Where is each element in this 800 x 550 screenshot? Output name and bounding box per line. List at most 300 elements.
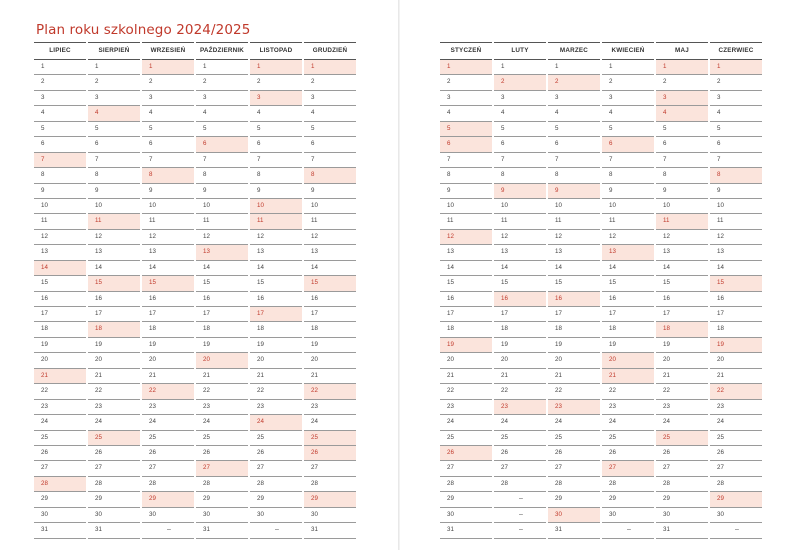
day-cell: 19 bbox=[304, 338, 356, 353]
day-cell: 11 bbox=[548, 214, 600, 229]
day-cell: 17 bbox=[710, 307, 762, 322]
day-cell: 8 bbox=[34, 168, 86, 183]
month-header: STYCZEŃ bbox=[440, 42, 492, 60]
missing-day-dash: – bbox=[519, 495, 523, 503]
day-cell-empty bbox=[142, 523, 194, 538]
day-cell: 2 bbox=[34, 75, 86, 90]
day-cell: 20 bbox=[710, 353, 762, 368]
day-cell: 8 bbox=[250, 168, 302, 183]
day-cell-highlighted: 15 bbox=[142, 276, 194, 291]
day-cell: 17 bbox=[304, 307, 356, 322]
day-cell: 31 bbox=[34, 523, 86, 538]
day-cell-highlighted: 11 bbox=[250, 214, 302, 229]
month-column bbox=[494, 42, 546, 539]
day-cell-highlighted: 28 bbox=[34, 477, 86, 492]
day-cell-highlighted: 18 bbox=[656, 322, 708, 337]
day-cell: 8 bbox=[88, 168, 140, 183]
day-cell-highlighted: 16 bbox=[548, 292, 600, 307]
day-cell: 27 bbox=[494, 461, 546, 476]
day-cell: 15 bbox=[656, 276, 708, 291]
month-header: KWIECIEŃ bbox=[602, 42, 654, 60]
day-cell: 24 bbox=[602, 415, 654, 430]
day-cell: 22 bbox=[602, 384, 654, 399]
day-cell: 15 bbox=[494, 276, 546, 291]
day-cell-highlighted: 8 bbox=[304, 168, 356, 183]
day-cell: 21 bbox=[88, 369, 140, 384]
day-cell: 23 bbox=[710, 400, 762, 415]
day-cell: 12 bbox=[602, 230, 654, 245]
day-cell: 10 bbox=[602, 199, 654, 214]
day-cell: 23 bbox=[142, 400, 194, 415]
day-cell: 24 bbox=[656, 415, 708, 430]
day-cell: 7 bbox=[494, 153, 546, 168]
day-cell: 17 bbox=[142, 307, 194, 322]
day-cell: 12 bbox=[250, 230, 302, 245]
month-column bbox=[34, 42, 86, 539]
day-cell: 26 bbox=[142, 446, 194, 461]
day-cell: 10 bbox=[440, 199, 492, 214]
month-column bbox=[710, 42, 762, 539]
day-cell: 11 bbox=[196, 214, 248, 229]
day-cell: 14 bbox=[142, 261, 194, 276]
day-cell: 15 bbox=[602, 276, 654, 291]
day-cell: 16 bbox=[602, 292, 654, 307]
day-cell: 26 bbox=[602, 446, 654, 461]
day-cell-highlighted: 15 bbox=[710, 276, 762, 291]
day-cell-highlighted: 10 bbox=[250, 199, 302, 214]
day-cell: 16 bbox=[196, 292, 248, 307]
day-cell-empty bbox=[494, 508, 546, 523]
day-cell: 4 bbox=[602, 106, 654, 121]
day-cell-highlighted: 13 bbox=[602, 245, 654, 260]
day-cell: 28 bbox=[88, 477, 140, 492]
day-cell: 29 bbox=[88, 492, 140, 507]
day-cell-highlighted: 21 bbox=[34, 369, 86, 384]
day-cell: 14 bbox=[494, 261, 546, 276]
day-cell: 21 bbox=[548, 369, 600, 384]
missing-day-dash: – bbox=[735, 526, 739, 534]
day-cell: 14 bbox=[250, 261, 302, 276]
day-cell: 24 bbox=[548, 415, 600, 430]
day-cell-highlighted: 6 bbox=[196, 137, 248, 152]
day-cell-highlighted: 19 bbox=[440, 338, 492, 353]
day-cell: 30 bbox=[656, 508, 708, 523]
day-cell-highlighted: 11 bbox=[88, 214, 140, 229]
day-cell: 30 bbox=[88, 508, 140, 523]
day-cell-highlighted: 3 bbox=[250, 91, 302, 106]
day-cell: 9 bbox=[710, 184, 762, 199]
day-cell: 17 bbox=[34, 307, 86, 322]
day-cell: 17 bbox=[494, 307, 546, 322]
day-cell: 7 bbox=[250, 153, 302, 168]
day-cell-highlighted: 14 bbox=[34, 261, 86, 276]
day-cell: 27 bbox=[440, 461, 492, 476]
day-cell: 4 bbox=[34, 106, 86, 121]
day-cell: 22 bbox=[88, 384, 140, 399]
day-cell: 23 bbox=[196, 400, 248, 415]
day-cell: 20 bbox=[250, 353, 302, 368]
day-cell-empty bbox=[494, 523, 546, 538]
month-column bbox=[142, 42, 194, 539]
calendar-grid-left bbox=[34, 42, 356, 539]
day-cell-highlighted: 12 bbox=[440, 230, 492, 245]
day-cell: 4 bbox=[440, 106, 492, 121]
day-cell: 7 bbox=[602, 153, 654, 168]
month-header: MAJ bbox=[656, 42, 708, 60]
day-cell: 17 bbox=[602, 307, 654, 322]
day-cell: 13 bbox=[440, 245, 492, 260]
day-cell: 5 bbox=[250, 122, 302, 137]
day-cell: 14 bbox=[656, 261, 708, 276]
day-cell: 14 bbox=[304, 261, 356, 276]
day-cell: 1 bbox=[34, 60, 86, 75]
day-cell: 18 bbox=[196, 322, 248, 337]
day-cell-highlighted: 26 bbox=[304, 446, 356, 461]
day-cell: 4 bbox=[710, 106, 762, 121]
day-cell: 28 bbox=[494, 477, 546, 492]
day-cell: 5 bbox=[304, 122, 356, 137]
day-cell-highlighted: 15 bbox=[88, 276, 140, 291]
day-cell: 26 bbox=[196, 446, 248, 461]
day-cell: 11 bbox=[142, 214, 194, 229]
day-cell-highlighted: 25 bbox=[304, 431, 356, 446]
day-cell: 24 bbox=[304, 415, 356, 430]
day-cell: 21 bbox=[656, 369, 708, 384]
day-cell: 10 bbox=[142, 199, 194, 214]
day-cell: 24 bbox=[34, 415, 86, 430]
day-cell-highlighted: 5 bbox=[440, 122, 492, 137]
day-cell: 19 bbox=[602, 338, 654, 353]
day-cell: 2 bbox=[304, 75, 356, 90]
day-cell: 11 bbox=[440, 214, 492, 229]
day-cell: 15 bbox=[440, 276, 492, 291]
day-cell: 23 bbox=[304, 400, 356, 415]
day-cell: 20 bbox=[440, 353, 492, 368]
day-cell: 9 bbox=[304, 184, 356, 199]
day-cell: 3 bbox=[602, 91, 654, 106]
day-cell-highlighted: 19 bbox=[710, 338, 762, 353]
day-cell: 10 bbox=[548, 199, 600, 214]
day-cell: 12 bbox=[88, 230, 140, 245]
day-cell: 7 bbox=[548, 153, 600, 168]
day-cell-highlighted: 1 bbox=[250, 60, 302, 75]
day-cell: 28 bbox=[142, 477, 194, 492]
day-cell: 16 bbox=[88, 292, 140, 307]
month-column bbox=[88, 42, 140, 539]
day-cell: 2 bbox=[602, 75, 654, 90]
day-cell: 10 bbox=[656, 199, 708, 214]
day-cell: 10 bbox=[88, 199, 140, 214]
day-cell: 6 bbox=[548, 137, 600, 152]
day-cell: 18 bbox=[142, 322, 194, 337]
day-cell: 5 bbox=[142, 122, 194, 137]
month-header: GRUDZIEŃ bbox=[304, 42, 356, 60]
day-cell: 30 bbox=[142, 508, 194, 523]
day-cell: 19 bbox=[142, 338, 194, 353]
day-cell: 25 bbox=[250, 431, 302, 446]
day-cell: 28 bbox=[656, 477, 708, 492]
day-cell: 28 bbox=[602, 477, 654, 492]
day-cell: 30 bbox=[440, 508, 492, 523]
day-cell: 14 bbox=[548, 261, 600, 276]
day-cell: 9 bbox=[602, 184, 654, 199]
day-cell: 12 bbox=[494, 230, 546, 245]
day-cell: 3 bbox=[710, 91, 762, 106]
day-cell: 13 bbox=[304, 245, 356, 260]
day-cell: 16 bbox=[142, 292, 194, 307]
day-cell: 11 bbox=[710, 214, 762, 229]
month-column bbox=[304, 42, 356, 539]
day-cell-highlighted: 21 bbox=[602, 369, 654, 384]
day-cell-highlighted: 29 bbox=[142, 492, 194, 507]
day-cell: 20 bbox=[34, 353, 86, 368]
day-cell: 20 bbox=[142, 353, 194, 368]
day-cell: 12 bbox=[548, 230, 600, 245]
day-cell: 13 bbox=[34, 245, 86, 260]
day-cell: 29 bbox=[548, 492, 600, 507]
day-cell: 20 bbox=[494, 353, 546, 368]
day-cell: 26 bbox=[710, 446, 762, 461]
day-cell: 26 bbox=[34, 446, 86, 461]
day-cell-highlighted: 1 bbox=[142, 60, 194, 75]
day-cell-highlighted: 4 bbox=[88, 106, 140, 121]
day-cell-highlighted: 4 bbox=[656, 106, 708, 121]
day-cell-highlighted: 11 bbox=[656, 214, 708, 229]
day-cell: 8 bbox=[440, 168, 492, 183]
day-cell: 27 bbox=[250, 461, 302, 476]
day-cell: 9 bbox=[250, 184, 302, 199]
day-cell: 17 bbox=[548, 307, 600, 322]
day-cell-highlighted: 1 bbox=[440, 60, 492, 75]
day-cell: 29 bbox=[440, 492, 492, 507]
day-cell: 13 bbox=[710, 245, 762, 260]
day-cell-highlighted: 20 bbox=[196, 353, 248, 368]
day-cell: 15 bbox=[196, 276, 248, 291]
day-cell: 7 bbox=[710, 153, 762, 168]
day-cell: 21 bbox=[304, 369, 356, 384]
day-cell: 26 bbox=[250, 446, 302, 461]
day-cell: 30 bbox=[710, 508, 762, 523]
month-column bbox=[250, 42, 302, 539]
day-cell: 17 bbox=[196, 307, 248, 322]
day-cell-empty bbox=[250, 523, 302, 538]
day-cell: 13 bbox=[494, 245, 546, 260]
day-cell: 21 bbox=[250, 369, 302, 384]
day-cell: 3 bbox=[304, 91, 356, 106]
day-cell: 12 bbox=[656, 230, 708, 245]
missing-day-dash: – bbox=[627, 526, 631, 534]
day-cell: 19 bbox=[494, 338, 546, 353]
day-cell-highlighted: 26 bbox=[440, 446, 492, 461]
day-cell: 29 bbox=[196, 492, 248, 507]
day-cell: 22 bbox=[250, 384, 302, 399]
day-cell-highlighted: 6 bbox=[440, 137, 492, 152]
day-cell: 19 bbox=[656, 338, 708, 353]
day-cell: 22 bbox=[548, 384, 600, 399]
day-cell: 22 bbox=[494, 384, 546, 399]
day-cell: 3 bbox=[88, 91, 140, 106]
day-cell: 30 bbox=[196, 508, 248, 523]
day-cell: 14 bbox=[602, 261, 654, 276]
day-cell: 22 bbox=[440, 384, 492, 399]
day-cell: 24 bbox=[142, 415, 194, 430]
day-cell: 6 bbox=[710, 137, 762, 152]
day-cell: 23 bbox=[440, 400, 492, 415]
day-cell: 24 bbox=[440, 415, 492, 430]
day-cell: 20 bbox=[304, 353, 356, 368]
day-cell: 16 bbox=[304, 292, 356, 307]
day-cell-highlighted: 25 bbox=[88, 431, 140, 446]
month-header: WRZESIEŃ bbox=[142, 42, 194, 60]
day-cell: 6 bbox=[304, 137, 356, 152]
day-cell: 9 bbox=[656, 184, 708, 199]
day-cell-highlighted: 1 bbox=[656, 60, 708, 75]
day-cell: 19 bbox=[250, 338, 302, 353]
day-cell: 11 bbox=[602, 214, 654, 229]
day-cell: 23 bbox=[602, 400, 654, 415]
day-cell: 26 bbox=[656, 446, 708, 461]
day-cell: 7 bbox=[440, 153, 492, 168]
day-cell: 26 bbox=[494, 446, 546, 461]
day-cell-empty bbox=[602, 523, 654, 538]
day-cell-highlighted: 22 bbox=[304, 384, 356, 399]
day-cell: 14 bbox=[440, 261, 492, 276]
day-cell: 14 bbox=[88, 261, 140, 276]
day-cell: 10 bbox=[710, 199, 762, 214]
day-cell: 7 bbox=[304, 153, 356, 168]
day-cell: 7 bbox=[142, 153, 194, 168]
day-cell-highlighted: 1 bbox=[304, 60, 356, 75]
day-cell: 18 bbox=[602, 322, 654, 337]
day-cell: 12 bbox=[142, 230, 194, 245]
day-cell: 31 bbox=[196, 523, 248, 538]
day-cell: 5 bbox=[710, 122, 762, 137]
day-cell: 21 bbox=[196, 369, 248, 384]
day-cell: 3 bbox=[34, 91, 86, 106]
right-page bbox=[400, 0, 800, 550]
day-cell-highlighted: 18 bbox=[88, 322, 140, 337]
day-cell: 7 bbox=[88, 153, 140, 168]
day-cell: 23 bbox=[34, 400, 86, 415]
day-cell: 2 bbox=[196, 75, 248, 90]
day-cell: 31 bbox=[88, 523, 140, 538]
day-cell: 2 bbox=[250, 75, 302, 90]
day-cell: 3 bbox=[440, 91, 492, 106]
day-cell: 12 bbox=[710, 230, 762, 245]
day-cell: 28 bbox=[304, 477, 356, 492]
month-header: LIPIEC bbox=[34, 42, 86, 60]
day-cell: 6 bbox=[250, 137, 302, 152]
day-cell: 14 bbox=[196, 261, 248, 276]
missing-day-dash: – bbox=[167, 526, 171, 534]
day-cell: 3 bbox=[142, 91, 194, 106]
day-cell: 16 bbox=[250, 292, 302, 307]
day-cell: 1 bbox=[494, 60, 546, 75]
day-cell: 27 bbox=[142, 461, 194, 476]
day-cell: 2 bbox=[656, 75, 708, 90]
day-cell: 10 bbox=[494, 199, 546, 214]
day-cell: 3 bbox=[548, 91, 600, 106]
day-cell: 11 bbox=[34, 214, 86, 229]
day-cell: 6 bbox=[494, 137, 546, 152]
day-cell-empty bbox=[710, 523, 762, 538]
day-cell: 18 bbox=[304, 322, 356, 337]
day-cell: 4 bbox=[250, 106, 302, 121]
day-cell: 1 bbox=[602, 60, 654, 75]
day-cell-highlighted: 27 bbox=[196, 461, 248, 476]
day-cell: 10 bbox=[34, 199, 86, 214]
month-header: CZERWIEC bbox=[710, 42, 762, 60]
day-cell: 6 bbox=[88, 137, 140, 152]
month-column bbox=[548, 42, 600, 539]
day-cell: 22 bbox=[656, 384, 708, 399]
day-cell: 23 bbox=[250, 400, 302, 415]
month-header: LUTY bbox=[494, 42, 546, 60]
day-cell: 13 bbox=[548, 245, 600, 260]
day-cell-highlighted: 29 bbox=[304, 492, 356, 507]
day-cell: 9 bbox=[440, 184, 492, 199]
day-cell: 9 bbox=[142, 184, 194, 199]
day-cell: 2 bbox=[440, 75, 492, 90]
day-cell: 16 bbox=[656, 292, 708, 307]
day-cell-highlighted: 24 bbox=[250, 415, 302, 430]
month-header: MARZEC bbox=[548, 42, 600, 60]
day-cell-highlighted: 17 bbox=[250, 307, 302, 322]
day-cell: 20 bbox=[656, 353, 708, 368]
day-cell: 30 bbox=[304, 508, 356, 523]
day-cell: 29 bbox=[250, 492, 302, 507]
day-cell: 31 bbox=[440, 523, 492, 538]
day-cell: 31 bbox=[656, 523, 708, 538]
day-cell-empty bbox=[494, 492, 546, 507]
day-cell: 9 bbox=[34, 184, 86, 199]
day-cell: 22 bbox=[196, 384, 248, 399]
day-cell-highlighted: 8 bbox=[142, 168, 194, 183]
day-cell: 6 bbox=[34, 137, 86, 152]
day-cell: 5 bbox=[88, 122, 140, 137]
day-cell: 12 bbox=[304, 230, 356, 245]
missing-day-dash: – bbox=[519, 510, 523, 518]
month-header: LISTOPAD bbox=[250, 42, 302, 60]
day-cell: 1 bbox=[196, 60, 248, 75]
month-column bbox=[440, 42, 492, 539]
day-cell: 24 bbox=[88, 415, 140, 430]
day-cell: 19 bbox=[196, 338, 248, 353]
day-cell: 30 bbox=[250, 508, 302, 523]
day-cell: 28 bbox=[440, 477, 492, 492]
day-cell: 18 bbox=[494, 322, 546, 337]
month-column bbox=[602, 42, 654, 539]
day-cell: 18 bbox=[710, 322, 762, 337]
day-cell: 16 bbox=[440, 292, 492, 307]
day-cell: 25 bbox=[196, 431, 248, 446]
day-cell-highlighted: 2 bbox=[494, 75, 546, 90]
missing-day-dash: – bbox=[519, 526, 523, 534]
day-cell: 27 bbox=[304, 461, 356, 476]
day-cell: 3 bbox=[196, 91, 248, 106]
day-cell: 13 bbox=[142, 245, 194, 260]
day-cell: 21 bbox=[494, 369, 546, 384]
day-cell: 20 bbox=[548, 353, 600, 368]
day-cell: 11 bbox=[304, 214, 356, 229]
day-cell-highlighted: 29 bbox=[710, 492, 762, 507]
day-cell: 29 bbox=[656, 492, 708, 507]
day-cell: 25 bbox=[548, 431, 600, 446]
day-cell-highlighted: 6 bbox=[602, 137, 654, 152]
day-cell: 21 bbox=[440, 369, 492, 384]
day-cell: 18 bbox=[548, 322, 600, 337]
day-cell: 5 bbox=[602, 122, 654, 137]
